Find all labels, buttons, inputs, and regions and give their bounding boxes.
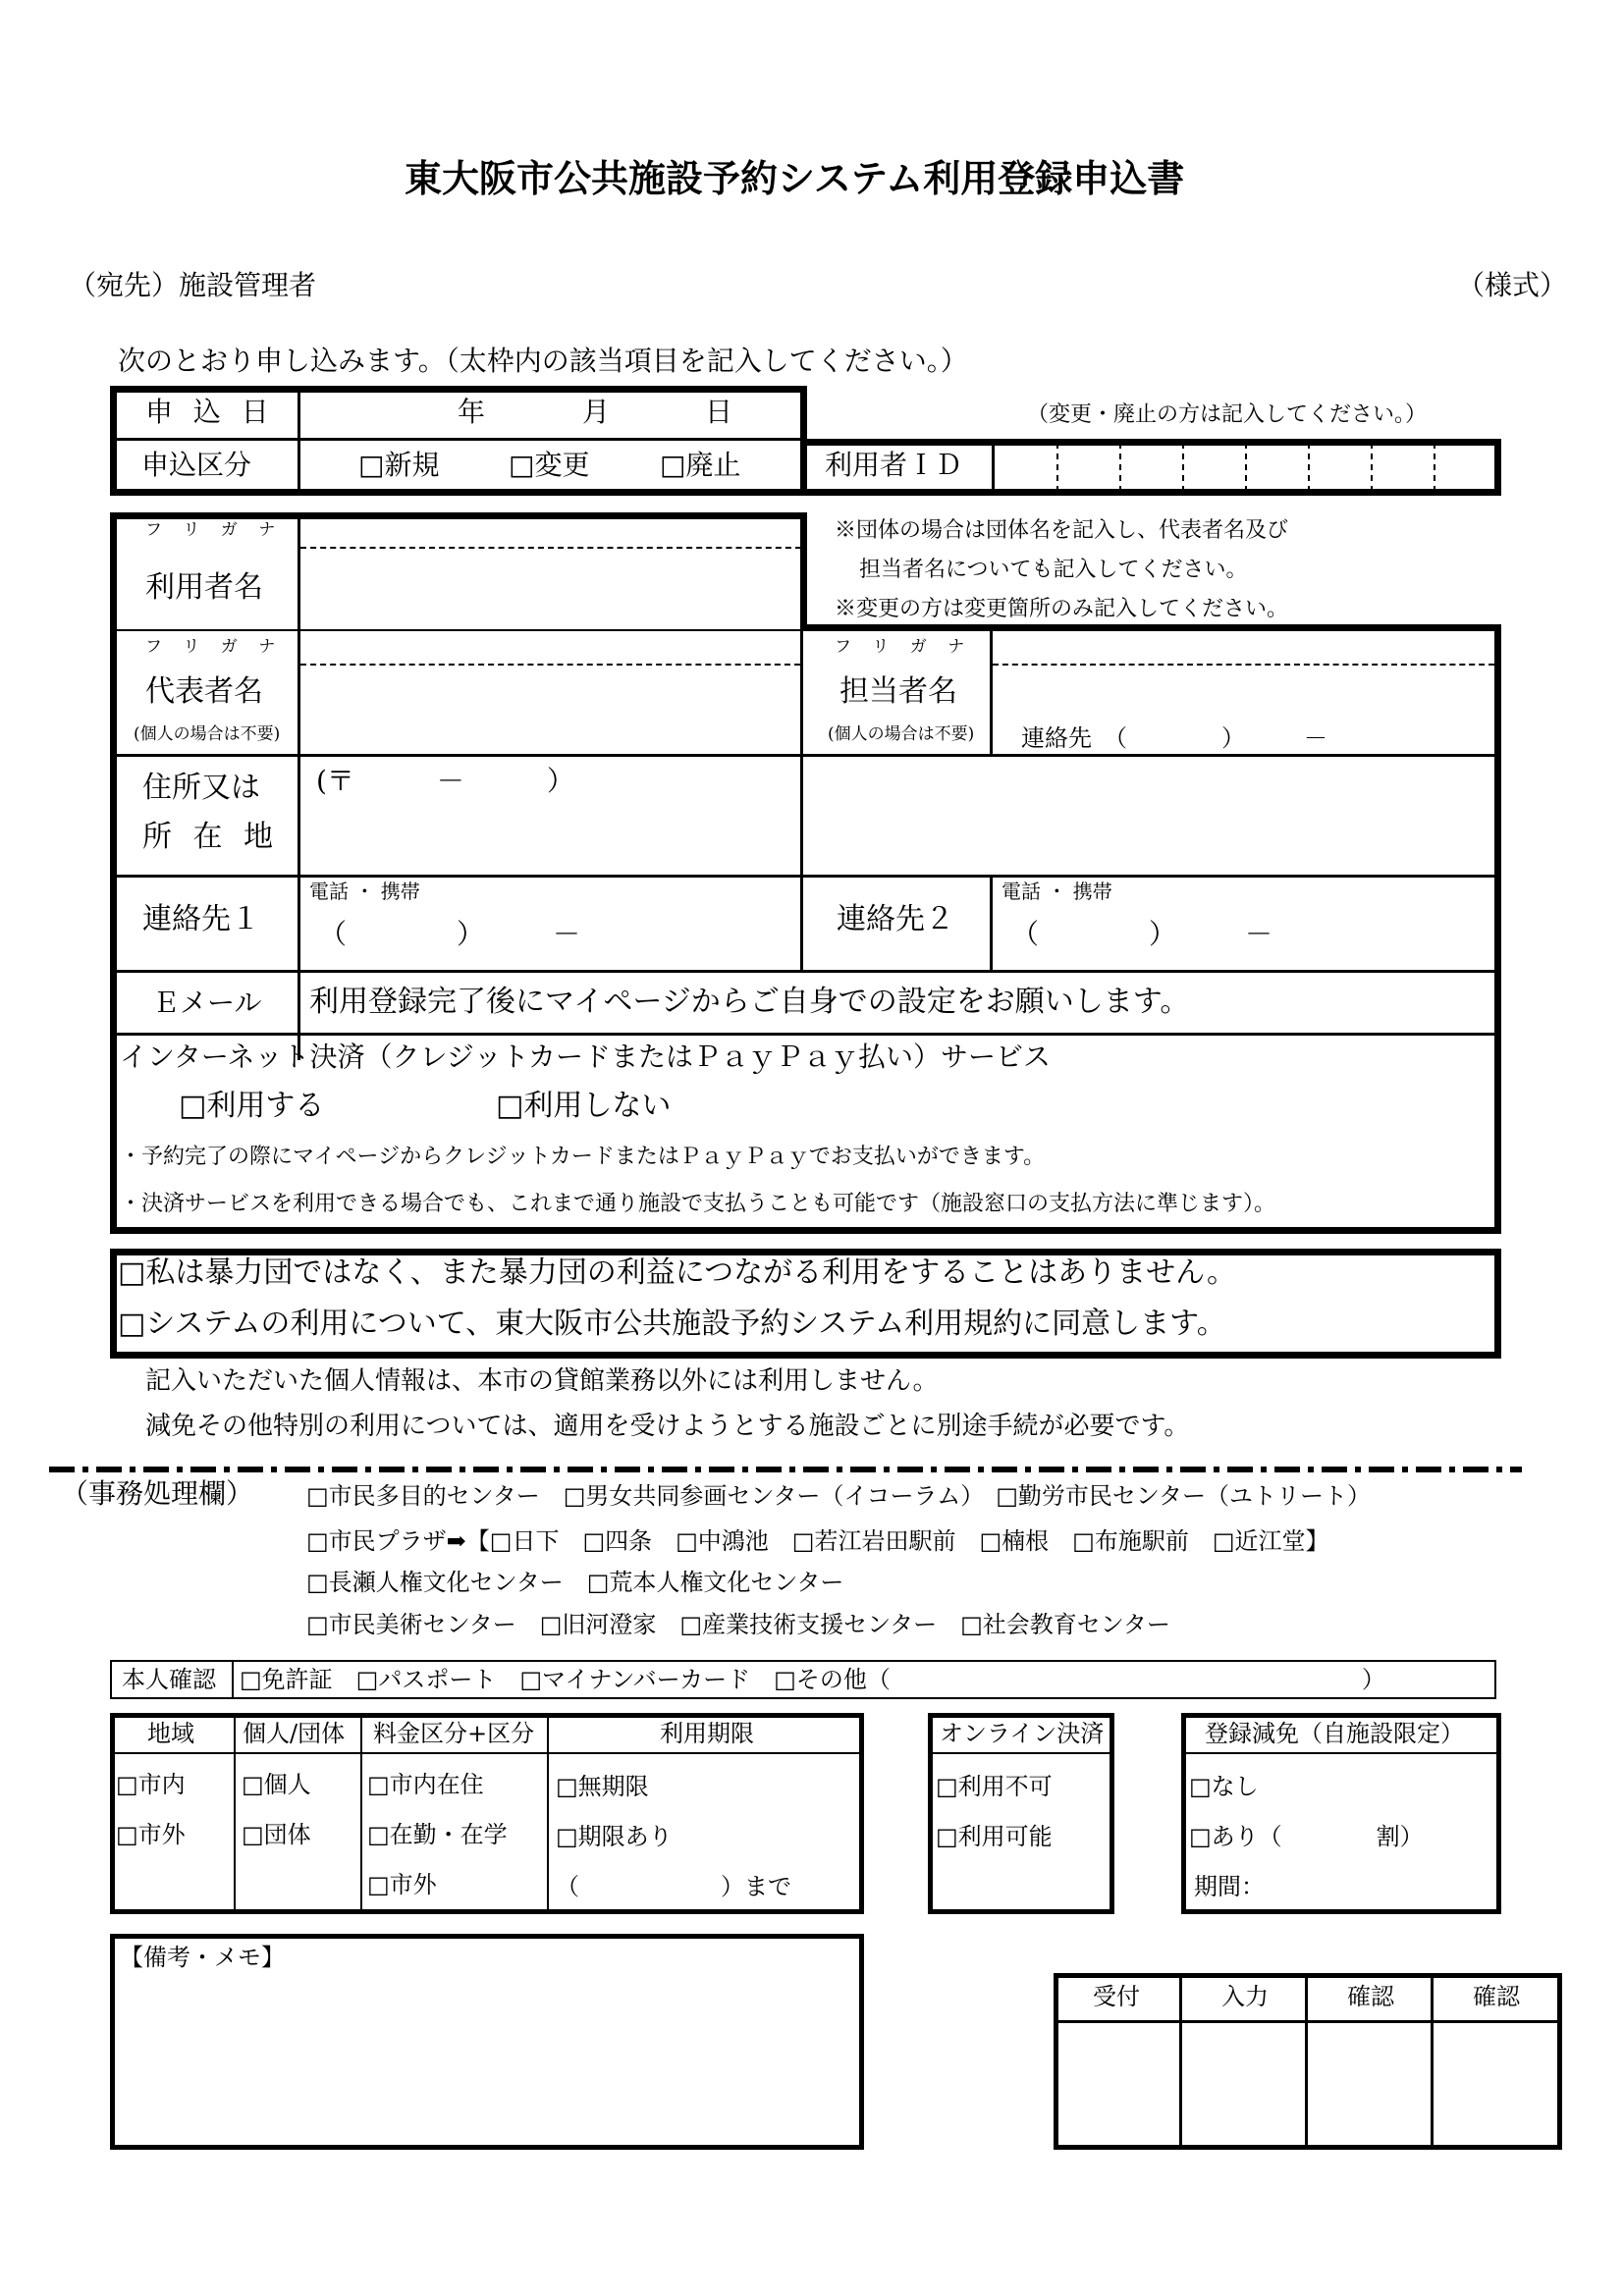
email-text: 利用登録完了後にマイページからご自身での設定をお願いします。 (309, 985, 1190, 1019)
user-name-label: 利用者名 (145, 570, 263, 605)
online-available-checkbox[interactable]: □利用可能 (936, 1823, 1053, 1850)
category-change-checkbox[interactable]: □変更 (509, 449, 590, 481)
category-new-checkbox[interactable]: □新規 (358, 449, 440, 481)
user-id-input[interactable] (995, 443, 1495, 492)
change-note: （変更・廃止の方は記入してください。） (1027, 402, 1428, 427)
reduction-yes-checkbox[interactable]: □あり（ 割） (1189, 1823, 1424, 1850)
category-label: 申込区分 (141, 449, 252, 481)
fee-head: 料金区分+区分 (373, 1720, 535, 1747)
contact2-sub: 電話 ・ 携帯 (1001, 880, 1112, 903)
representative-sub: (個人の場合は不要) (134, 724, 281, 744)
form-type: （様式） (1457, 269, 1568, 301)
type-individual-checkbox[interactable]: □個人 (242, 1771, 311, 1798)
payment-note-1: ・予約完了の際にマイページからクレジットカードまたはＰａｙＰａｙでお支払いができます。 (120, 1145, 1046, 1169)
address-postal[interactable]: (〒 － ） (316, 765, 574, 797)
period-unlimited-checkbox[interactable]: □無期限 (556, 1773, 649, 1800)
addressee: （宛先）施設管理者 (69, 269, 317, 301)
person-in-charge-label: 担当者名 (839, 674, 957, 709)
address-label-1: 住所又は (142, 771, 260, 805)
period-limited-checkbox[interactable]: □期限あり (556, 1823, 673, 1850)
note-right-1: ※団体の場合は団体名を記入し、代表者名及び (835, 518, 1289, 543)
note-right-2: 担当者名についても記入してください。 (859, 558, 1248, 582)
intro-text: 次のとおり申し込みます。（太枠内の該当項目を記入してください。） (118, 345, 968, 377)
office-label: （事務処理欄） (61, 1477, 254, 1510)
address-label-2: 所 在 地 (142, 820, 280, 854)
type-group-checkbox[interactable]: □団体 (242, 1821, 311, 1848)
fee-resident-checkbox[interactable]: □市内在住 (367, 1771, 484, 1798)
office-divider (49, 1467, 1522, 1472)
office-facilities-row-2: □市民プラザ➡【□日下 □四条 □中鴻池 □若江岩田駅前 □楠根 □布施駅前 □近江堂】 (306, 1527, 1329, 1555)
note-right-3: ※変更の方は変更箇所のみ記入してください。 (835, 597, 1289, 621)
online-unavailable-checkbox[interactable]: □利用不可 (936, 1773, 1053, 1800)
category-abolish-checkbox[interactable]: □廃止 (660, 449, 741, 481)
contact1-input[interactable]: （ ） － (319, 918, 581, 950)
contact2-input[interactable]: （ ） － (1011, 918, 1273, 950)
region-head: 地域 (147, 1720, 194, 1747)
date-month: 月 (582, 396, 611, 428)
reduction-head: 登録減免（自施設限定） (1205, 1720, 1464, 1747)
user-id-label: 利用者ＩＤ (825, 449, 963, 481)
memo-label: 【備考・メモ】 (120, 1944, 285, 1971)
office-facilities-row-1: □市民多目的センター □男女共同参画センター（イコーラム） □勤労市民センター（ユトリート） (306, 1482, 1371, 1510)
fee-worker-checkbox[interactable]: □在勤・在学 (367, 1821, 508, 1848)
date-day: 日 (705, 396, 733, 428)
email-label: Ｅメール (152, 987, 262, 1019)
charge-furigana-label: フ リ ガ ナ (835, 637, 973, 657)
identity-options[interactable]: □免許証 □パスポート □マイナンバーカード □その他（ ） (240, 1666, 1385, 1693)
payment-note-2: ・決済サービスを利用できる場合でも、これまで通り施設で支払うことも可能です（施設窓口の支払方法に準じます）。 (120, 1192, 1276, 1216)
payment-use-checkbox[interactable]: □利用する (179, 1089, 325, 1123)
office-facilities-row-4: □市民美術センター □旧河澄家 □産業技術支援センター □社会教育センター (306, 1611, 1170, 1638)
identity-label: 本人確認 (122, 1666, 216, 1693)
payment-title: インターネット決済（クレジットカードまたはＰａｙＰａｙ払い）サービス (120, 1041, 1051, 1073)
online-head: オンライン決済 (940, 1720, 1105, 1747)
contact2-label: 連絡先２ (837, 902, 954, 936)
contact1-label: 連絡先１ (142, 902, 260, 936)
stamp-input: 入力 (1221, 1983, 1269, 2010)
office-facilities-row-3: □長瀬人権文化センター □荒本人権文化センター (306, 1569, 844, 1596)
reduction-none-checkbox[interactable]: □なし (1189, 1773, 1259, 1800)
person-in-charge-contact[interactable]: 連絡先 （ ） － (1021, 724, 1327, 752)
fee-outside-checkbox[interactable]: □市外 (367, 1871, 437, 1898)
person-in-charge-sub: (個人の場合は不要) (828, 724, 975, 744)
period-head: 利用期限 (660, 1720, 754, 1747)
contact1-sub: 電話 ・ 携帯 (309, 880, 420, 903)
type-head: 個人/団体 (243, 1720, 346, 1747)
stamp-check-2: 確認 (1473, 1983, 1520, 2010)
declaration-antisocial-checkbox[interactable]: □私は暴力団ではなく、また暴力団の利益につながる利用をすることはありません。 (118, 1255, 1236, 1290)
privacy-note-2: 減免その他特別の利用については、適用を受けようとする施設ごとに別途手続が必要です。 (145, 1412, 1190, 1441)
representative-input[interactable] (300, 667, 800, 754)
payment-not-use-checkbox[interactable]: □利用しない (496, 1089, 672, 1123)
representative-label: 代表者名 (145, 674, 263, 709)
rep-furigana-label: フ リ ガ ナ (145, 637, 284, 657)
user-name-furigana-label: フ リ ガ ナ (145, 520, 284, 540)
period-until-input[interactable]: （ ）まで (556, 1873, 791, 1900)
stamp-reception: 受付 (1093, 1983, 1140, 2010)
region-outside-checkbox[interactable]: □市外 (116, 1821, 186, 1848)
stamp-check-1: 確認 (1347, 1983, 1394, 2010)
page-title: 東大阪市公共施設予約システム利用登録申込書 (405, 157, 1185, 200)
declaration-terms-checkbox[interactable]: □システムの利用について、東大阪市公共施設予約システム利用規約に同意します。 (118, 1307, 1226, 1341)
privacy-note-1: 記入いただいた個人情報は、本市の貸館業務以外には利用しません。 (145, 1366, 939, 1396)
date-label: 申 込 日 (145, 396, 275, 428)
user-name-input[interactable] (300, 550, 800, 628)
region-inside-checkbox[interactable]: □市内 (116, 1771, 186, 1798)
date-year: 年 (458, 396, 486, 428)
reduction-period[interactable]: 期間： (1194, 1873, 1265, 1900)
